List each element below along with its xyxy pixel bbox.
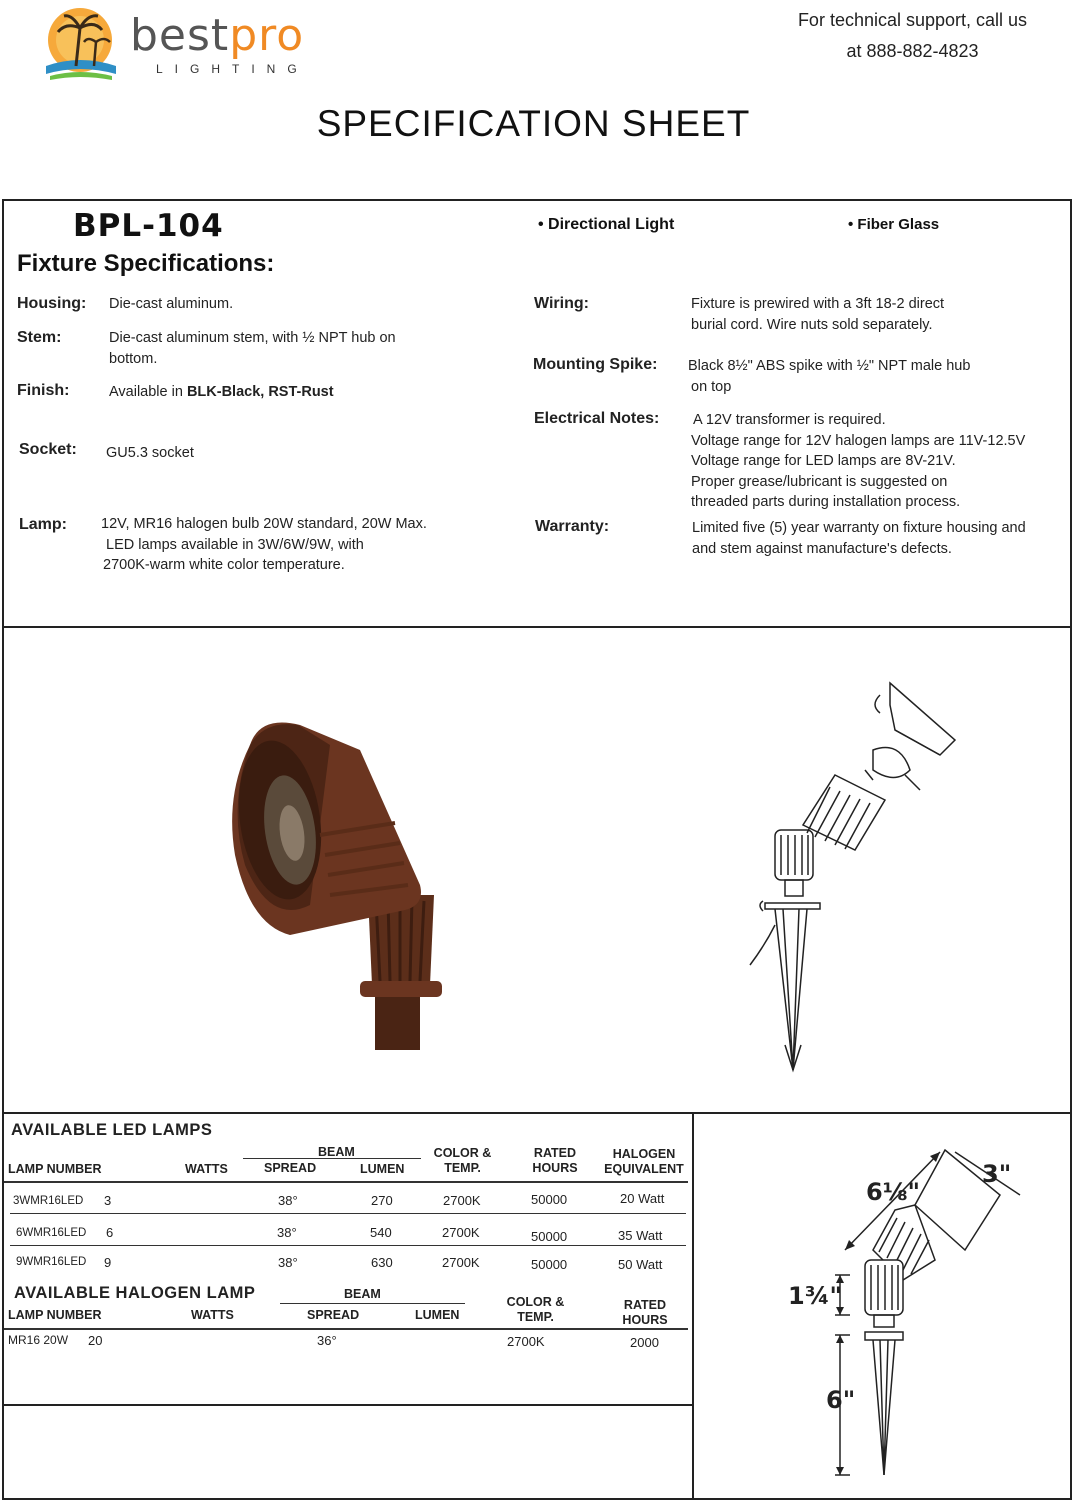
feature-directional: • Directional Light — [538, 216, 675, 233]
dimension-hub-height: 1¾" — [788, 1282, 843, 1310]
led-row-1-lumen: 270 — [371, 1193, 393, 1208]
wiring-label: Wiring: — [534, 295, 589, 312]
led-row-3-spread: 38° — [278, 1255, 298, 1270]
halogen-table-title: AVAILABLE HALOGEN LAMP — [14, 1284, 256, 1302]
brand-logo — [36, 4, 336, 84]
halogen-header-spread: SPREAD — [307, 1308, 360, 1322]
led-row-3-equiv: 50 Watt — [618, 1257, 663, 1272]
led-header-color-1: COLOR & — [433, 1146, 492, 1160]
halogen-header-watts: WATTS — [191, 1308, 234, 1322]
electrical-label: Electrical Notes: — [534, 410, 660, 427]
led-row-2-lumen: 540 — [370, 1225, 392, 1240]
halogen-header-lumen: LUMEN — [415, 1308, 460, 1322]
housing-value: Die-cast aluminum. — [109, 296, 234, 312]
halogen-header-color-1: COLOR & — [506, 1295, 565, 1309]
led-row-2-temp: 2700K — [442, 1225, 480, 1240]
electrical-line-3: Voltage range for LED lamps are 8V-21V. — [691, 453, 956, 469]
electrical-value — [691, 410, 1025, 513]
socket-label: Socket: — [19, 441, 77, 458]
warranty-value — [692, 518, 1026, 559]
socket-value: GU5.3 socket — [106, 445, 194, 461]
support-line-2: at 888-882-4823 — [846, 41, 979, 61]
led-row-1-temp: 2700K — [443, 1193, 481, 1208]
warranty-line-1: Limited five (5) year warranty on fixture housing and — [692, 520, 1026, 536]
mounting-value — [688, 356, 970, 397]
led-row-3-lamp: 9WMR16LED — [16, 1256, 87, 1268]
warranty-label: Warranty: — [535, 518, 610, 535]
halogen-header-rated — [612, 1298, 678, 1328]
brand-subtitle: LIGHTING — [156, 62, 309, 76]
led-row-1-spread: 38° — [278, 1193, 298, 1208]
halogen-row-1-spread: 36° — [317, 1333, 337, 1348]
led-row-2-hours: 50000 — [531, 1229, 568, 1244]
electrical-line-1: A 12V transformer is required. — [693, 412, 886, 428]
led-row-rule-2 — [10, 1245, 686, 1246]
page-title: SPECIFICATION SHEET — [316, 103, 751, 144]
halogen-row-1-temp: 2700K — [507, 1334, 545, 1349]
led-header-halogen-1: HALOGEN — [612, 1147, 676, 1161]
led-beam-rule — [243, 1158, 421, 1159]
feature-fiberglass-label: Fiber Glass — [857, 216, 940, 233]
stem-line-1: Die-cast aluminum stem, with ½ NPT hub on — [109, 330, 396, 346]
halogen-header-color-2: TEMP. — [517, 1310, 554, 1324]
led-header-rated-2: HOURS — [532, 1161, 578, 1175]
product-photo-fixture — [190, 715, 460, 1050]
lamp-value — [101, 514, 427, 576]
mounting-line-2: on top — [691, 378, 732, 395]
lower-left-box — [2, 1404, 694, 1500]
led-header-beam: BEAM — [318, 1145, 355, 1159]
led-header-rated-1: RATED — [533, 1146, 577, 1160]
led-header-color-2: TEMP. — [444, 1161, 481, 1175]
model-number: BPL-104 — [73, 208, 224, 244]
stem-label: Stem: — [17, 329, 62, 346]
halogen-header-rated-2: HOURS — [622, 1313, 668, 1327]
lamp-line-3: 2700K-warm white color temperature. — [103, 557, 345, 573]
halogen-header-color — [498, 1295, 573, 1325]
dimension-head-width: 3" — [982, 1160, 1012, 1188]
led-header-halogen-2: EQUIVALENT — [604, 1162, 684, 1176]
stem-line-2: bottom. — [109, 350, 158, 367]
led-header-rated — [520, 1146, 590, 1176]
led-row-1-hours: 50000 — [531, 1192, 568, 1207]
stem-value — [109, 328, 396, 369]
led-header-halogen — [600, 1147, 688, 1177]
led-header-lamp: LAMP NUMBER — [8, 1162, 102, 1176]
lamp-line-1: 12V, MR16 halogen bulb 20W standard, 20W Max. — [101, 516, 427, 532]
support-line-1: For technical support, call us — [797, 10, 1028, 30]
lamp-label: Lamp: — [19, 516, 67, 533]
halogen-row-1-lamp: MR16 20W — [8, 1333, 69, 1347]
electrical-line-4: Proper grease/lubricant is suggested on — [691, 473, 948, 490]
brand-name — [130, 10, 304, 61]
wiring-line-2: burial cord. Wire nuts sold separately. — [691, 316, 933, 333]
led-row-2-lamp: 6WMR16LED — [16, 1227, 87, 1239]
finish-options: BLK-Black, RST-Rust — [186, 384, 334, 400]
halogen-row-1-hours: 2000 — [630, 1335, 659, 1350]
finish-label: Finish: — [17, 382, 70, 399]
exploded-diagram — [745, 675, 965, 1080]
support-contact — [780, 5, 1045, 67]
feature-fiberglass: • Fiber Glass — [848, 216, 940, 233]
led-row-1-lamp: 3WMR16LED — [13, 1195, 84, 1207]
lamp-line-2: LED lamps available in 3W/6W/9W, with — [106, 536, 364, 553]
electrical-line-5: threaded parts during installation process. — [691, 494, 961, 510]
brand-name-pro: pro — [229, 10, 305, 61]
dimension-head-length: 6⅛" — [866, 1178, 921, 1206]
feature-directional-label: Directional Light — [548, 216, 675, 233]
brand-name-best: best — [130, 10, 230, 61]
halogen-header-beam: BEAM — [344, 1287, 381, 1301]
mounting-line-1: Black 8½" ABS spike with ½" NPT male hub — [688, 358, 971, 374]
led-header-color — [425, 1146, 500, 1176]
warranty-line-2: and stem against manufacture's defects. — [692, 540, 952, 557]
led-row-2-watts: 6 — [106, 1225, 114, 1240]
halogen-header-rule — [4, 1328, 688, 1330]
led-header-watts: WATTS — [185, 1162, 228, 1176]
housing-label: Housing: — [17, 295, 87, 312]
led-row-2-spread: 38° — [277, 1225, 297, 1240]
led-row-3-watts: 9 — [104, 1255, 112, 1270]
halogen-header-lamp: LAMP NUMBER — [8, 1308, 102, 1322]
led-row-rule-1 — [10, 1213, 686, 1214]
led-row-3-lumen: 630 — [371, 1255, 393, 1270]
finish-value — [109, 382, 334, 403]
fixture-specs-heading: Fixture Specifications: — [17, 250, 275, 277]
dimension-spike-length: 6" — [826, 1386, 856, 1414]
led-header-lumen: LUMEN — [360, 1162, 405, 1176]
halogen-row-1-watts: 20 — [88, 1333, 103, 1348]
wiring-line-1: Fixture is prewired with a 3ft 18-2 direct — [691, 296, 945, 312]
halogen-header-rated-1: RATED — [623, 1298, 667, 1312]
led-row-1-watts: 3 — [104, 1193, 112, 1208]
mounting-label: Mounting Spike: — [533, 356, 658, 373]
led-header-spread: SPREAD — [264, 1161, 317, 1175]
led-row-2-equiv: 35 Watt — [618, 1228, 663, 1243]
finish-prefix: Available in — [109, 384, 187, 400]
electrical-line-2: Voltage range for 12V halogen lamps are 11V-12.5V — [691, 432, 1026, 449]
led-row-3-temp: 2700K — [442, 1255, 480, 1270]
led-row-3-hours: 50000 — [531, 1257, 568, 1272]
led-row-1-equiv: 20 Watt — [620, 1191, 665, 1206]
halogen-beam-rule — [280, 1303, 465, 1304]
led-header-rule — [4, 1181, 688, 1183]
palm-sun-logo-icon — [36, 4, 126, 84]
led-table-title: AVAILABLE LED LAMPS — [11, 1121, 213, 1139]
wiring-value — [691, 294, 944, 335]
